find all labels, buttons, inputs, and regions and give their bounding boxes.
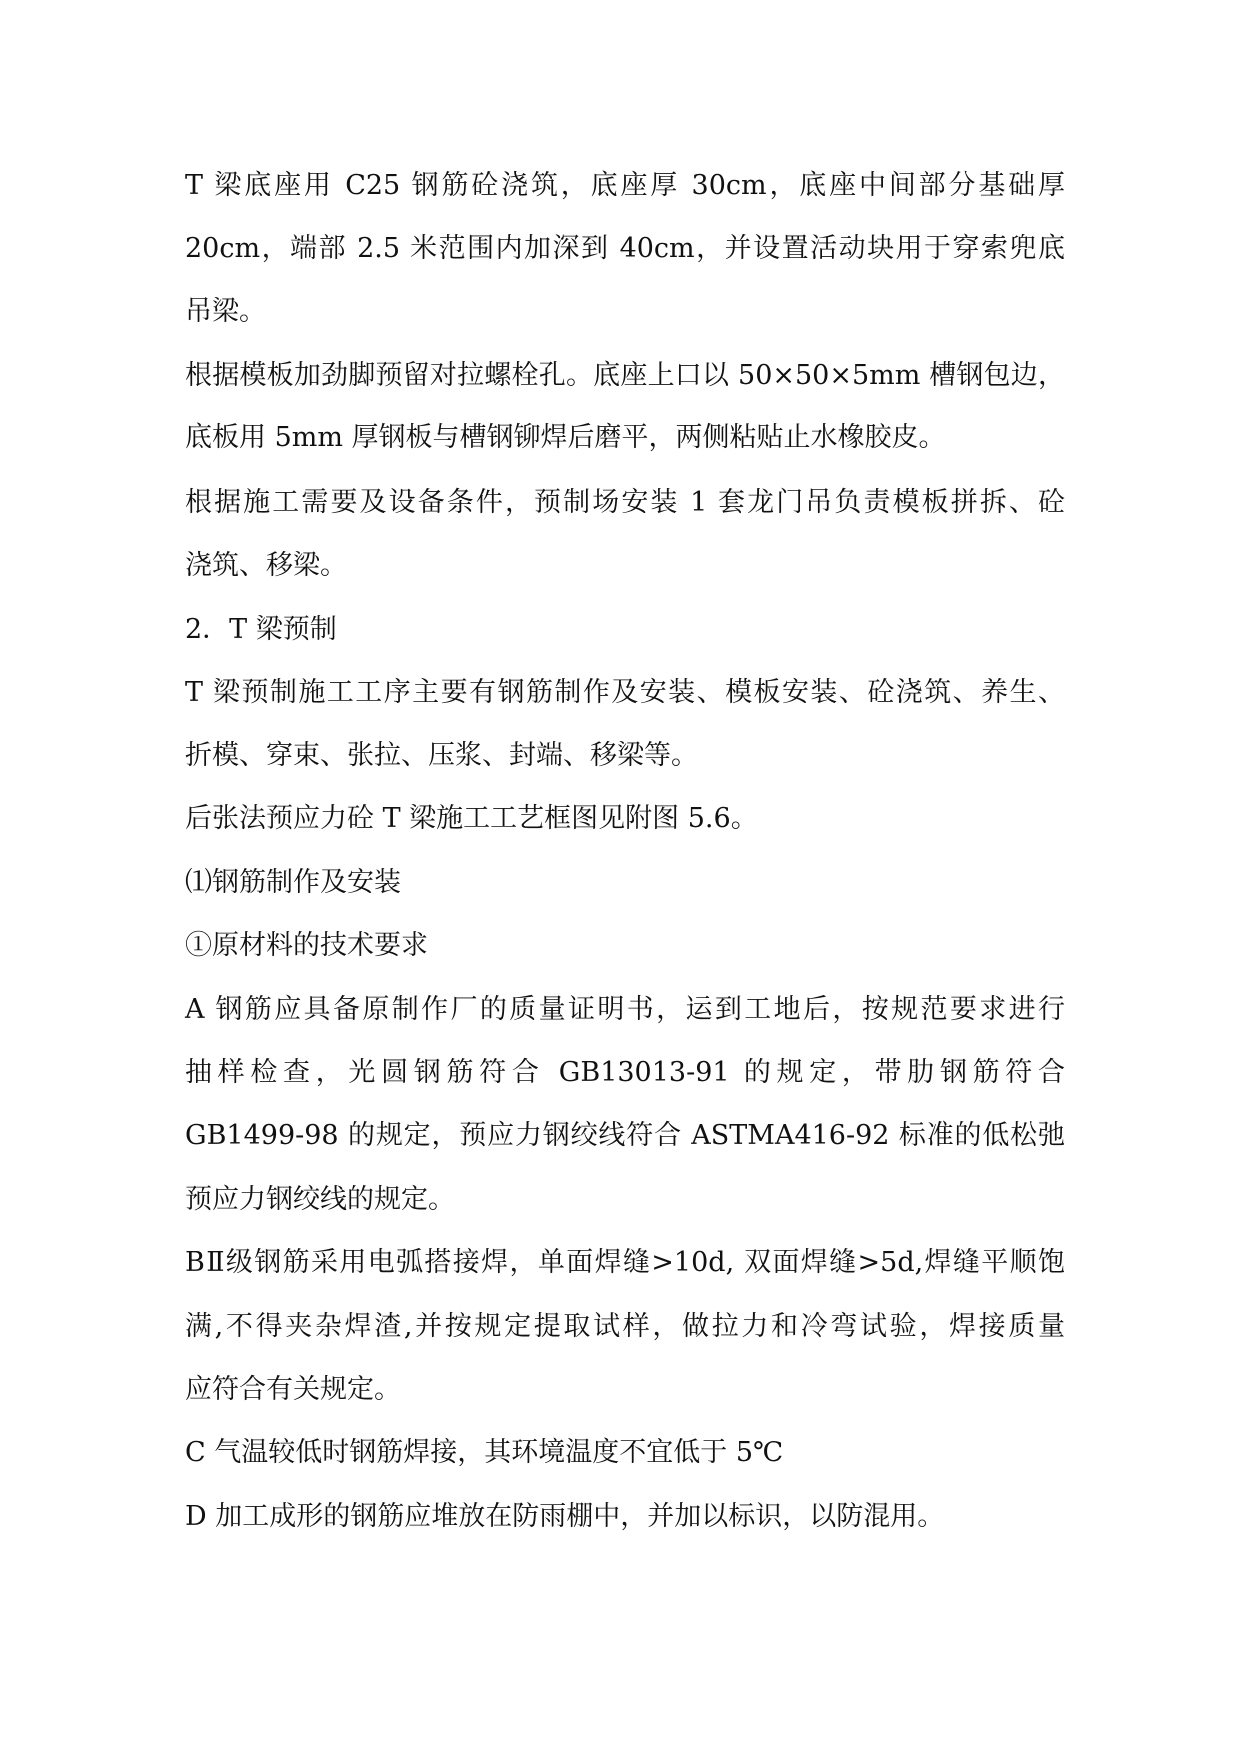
text-line: 预应力钢绞线的规定。 [185, 1184, 455, 1215]
text-line: 根据施工需要及设备条件，预制场安装 1 套龙门吊负责模板拼拆、砼 [185, 487, 1065, 518]
text-line: T 梁底座用 C25 钢筋砼浇筑，底座厚 30cm，底座中间部分基础厚 [185, 170, 1065, 201]
subsection-heading: ①原材料的技术要求 [185, 930, 428, 961]
text-line: T 梁预制施工工序主要有钢筋制作及安装、模板安装、砼浇筑、养生、 [185, 677, 1065, 708]
text-line: 抽样检查，光圆钢筋符合 GB13013-91 的规定，带肋钢筋符合 [185, 1057, 1065, 1088]
text-line: 满,不得夹杂焊渣,并按规定提取试样，做拉力和冷弯试验，焊接质量 [185, 1311, 1065, 1342]
text-line: D 加工成形的钢筋应堆放在防雨棚中，并加以标识，以防混用。 [185, 1501, 945, 1532]
text-line: 应符合有关规定。 [185, 1374, 401, 1405]
text-line: 折模、穿束、张拉、压浆、封端、移梁等。 [185, 740, 698, 771]
text-line: 吊梁。 [185, 296, 266, 327]
text-line: 底板用 5mm 厚钢板与槽钢铆焊后磨平，两侧粘贴止水橡胶皮。 [185, 422, 946, 453]
text-line: 根据模板加劲脚预留对拉螺栓孔。底座上口以 50×50×5mm 槽钢包边， [185, 360, 1065, 391]
text-line: 后张法预应力砼 T 梁施工工艺框图见附图 5.6。 [185, 803, 758, 834]
text-line: A 钢筋应具备原制作厂的质量证明书，运到工地后，按规范要求进行 [185, 994, 1065, 1025]
section-heading: 2．T 梁预制 [185, 614, 337, 645]
text-line: 浇筑、移梁。 [185, 550, 347, 581]
text-line: 20cm，端部 2.5 米范围内加深到 40cm，并设置活动块用于穿索兜底 [185, 233, 1065, 264]
text-line: GB1499-98 的规定，预应力钢绞线符合 ASTMA416-92 标准的低松弛 [185, 1120, 1065, 1151]
text-line: BⅡ级钢筋采用电弧搭接焊，单面焊缝>10d, 双面焊缝>5d,焊缝平顺饱 [185, 1247, 1065, 1278]
text-line: C 气温较低时钢筋焊接，其环境温度不宜低于 5℃ [185, 1437, 784, 1468]
subsection-heading: ⑴钢筋制作及安装 [185, 867, 401, 898]
